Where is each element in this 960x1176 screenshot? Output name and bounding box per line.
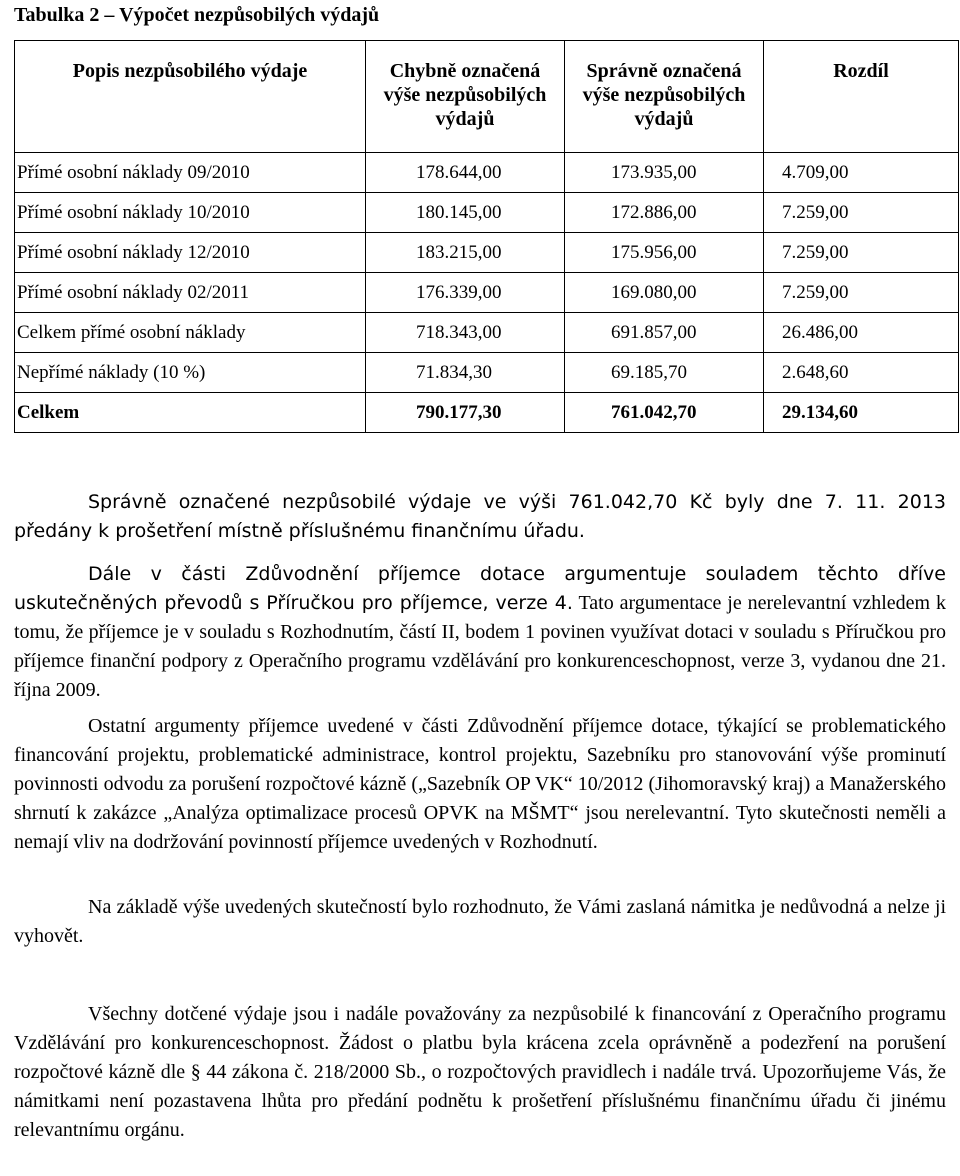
row-wrong: 183.215,00 bbox=[366, 233, 565, 273]
row-right: 69.185,70 bbox=[565, 353, 764, 393]
total-right: 761.042,70 bbox=[565, 393, 764, 433]
paragraph-text: Tato argumentace je nerelevantní vzhledem k tomu, že příjemce je v souladu s Rozhodnutím, částí II, bodem 1 povinen využívat dotaci v souladu s Příručkou pro příjemce finanční podpory z Operačního programu vzdělávání pro konkurenceschopnost, verze 3, vydanou dne 21. října 2009. bbox=[14, 592, 946, 701]
row-right: 172.886,00 bbox=[565, 193, 764, 233]
table-row bbox=[15, 273, 959, 313]
paragraph-text: Všechny dotčené výdaje jsou i nadále považovány za nezpůsobilé k financování z Operačního programu Vzdělávání pro konkurenceschopnost. Žádost o platbu byla krácena zcela oprávněně a podezření na porušení rozpočtové kázně dle § 44 zákona č. 218/2000 Sb., o rozpočtových pravidlech i nadále trvá. Upozorňujeme Vás, že námitkami není pozastavena lhůta pro předání podnětu k prošetření příslušnému finančnímu úřadu či jinému relevantnímu orgánu. bbox=[14, 1003, 946, 1141]
header-description: Popis nezpůsobilého výdaje bbox=[15, 41, 366, 153]
table-row bbox=[15, 353, 959, 393]
table-row bbox=[15, 193, 959, 233]
paragraph-conclusion bbox=[14, 1000, 946, 1145]
paragraph-text: Ostatní argumenty příjemce uvedené v části Zdůvodnění příjemce dotace, týkající se problematického financování projektu, problematické administrace, kontrol projektu, Sazebníku pro stanovování výše prominutí povinnosti odvodu za porušení rozpočtové kázně („Sazebník OP VK“ 10/2012 (Jihomoravský kraj) a Manažerského shrnutí k zakázce „Analýza optimalizace procesů OPVK na MŠMT“ jsou nerelevantní. Tyto skutečnosti neměli a nemají vliv na dodržování povinností příjemce uvedených v Rozhodnutí. bbox=[14, 715, 946, 853]
header-correct-amount: Správně označená výše nezpůsobilých výdajů bbox=[565, 41, 764, 153]
paragraph-argumentation bbox=[14, 560, 946, 705]
row-right: 173.935,00 bbox=[565, 153, 764, 193]
row-diff: 4.709,00 bbox=[764, 153, 959, 193]
row-label: Přímé osobní náklady 10/2010 bbox=[15, 193, 366, 233]
row-diff: 26.486,00 bbox=[764, 313, 959, 353]
total-wrong: 790.177,30 bbox=[366, 393, 565, 433]
table-caption: Tabulka 2 – Výpočet nezpůsobilých výdajů bbox=[14, 4, 380, 26]
header-difference: Rozdíl bbox=[764, 41, 959, 153]
table-header-row bbox=[15, 41, 959, 153]
row-wrong: 180.145,00 bbox=[366, 193, 565, 233]
row-wrong: 176.339,00 bbox=[366, 273, 565, 313]
paragraph-text: Na základě výše uvedených skutečností bylo rozhodnuto, že Vámi zaslaná námitka je nedůvodná a nelze ji vyhovět. bbox=[14, 896, 946, 947]
paragraph-forwarded bbox=[14, 488, 946, 546]
row-label: Celkem přímé osobní náklady bbox=[15, 313, 366, 353]
table-total-row bbox=[15, 393, 959, 433]
row-diff: 2.648,60 bbox=[764, 353, 959, 393]
row-diff: 7.259,00 bbox=[764, 273, 959, 313]
row-diff: 7.259,00 bbox=[764, 193, 959, 233]
row-right: 169.080,00 bbox=[565, 273, 764, 313]
row-label: Přímé osobní náklady 09/2010 bbox=[15, 153, 366, 193]
total-diff: 29.134,60 bbox=[764, 393, 959, 433]
table-row bbox=[15, 233, 959, 273]
total-label: Celkem bbox=[15, 393, 366, 433]
paragraph-text: Správně označené nezpůsobilé výdaje ve výši 761.042,70 Kč byly dne 7. 11. 2013 předány k prošetření místně příslušnému finančnímu úřadu. bbox=[14, 491, 946, 542]
row-wrong: 178.644,00 bbox=[366, 153, 565, 193]
header-wrong-amount: Chybně označená výše nezpůsobilých výdajů bbox=[366, 41, 565, 153]
paragraph-text: Dále v části Zdůvodnění příjemce dotace argumentuje souladem těchto dříve uskutečněných převodů s Příručkou pro příjemce, verze 4. bbox=[14, 563, 946, 614]
row-label: Přímé osobní náklady 12/2010 bbox=[15, 233, 366, 273]
table-row bbox=[15, 313, 959, 353]
row-right: 175.956,00 bbox=[565, 233, 764, 273]
row-wrong: 71.834,30 bbox=[366, 353, 565, 393]
paragraph-decision bbox=[14, 893, 946, 951]
row-diff: 7.259,00 bbox=[764, 233, 959, 273]
table-row bbox=[15, 153, 959, 193]
row-wrong: 718.343,00 bbox=[366, 313, 565, 353]
paragraph-other-arguments bbox=[14, 712, 946, 857]
row-label: Nepřímé náklady (10 %) bbox=[15, 353, 366, 393]
row-right: 691.857,00 bbox=[565, 313, 764, 353]
row-label: Přímé osobní náklady 02/2011 bbox=[15, 273, 366, 313]
expense-table bbox=[14, 40, 959, 433]
